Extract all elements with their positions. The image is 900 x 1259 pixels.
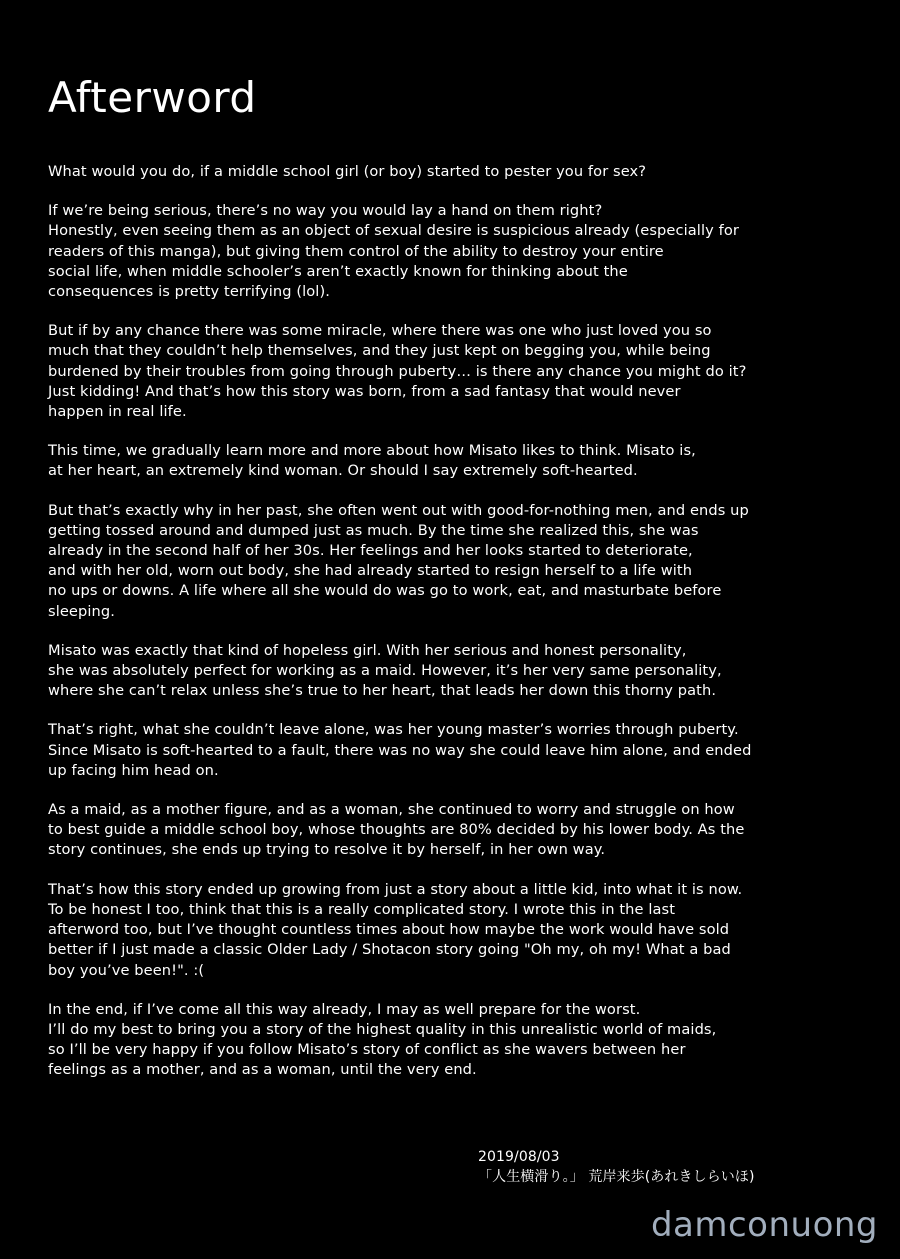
text-line: I’ll do my best to bring you a story of the highest quality in this unrealistic world of maids, <box>48 1020 717 1038</box>
signature-date: 2019/08/03 <box>478 1149 560 1165</box>
text-line: readers of this manga), but giving them control of the ability to destroy your entire <box>48 242 664 260</box>
text-line: feelings as a mother, and as a woman, until the very end. <box>48 1061 477 1079</box>
text-line: getting tossed around and dumped just as much. By the time she realized this, she was <box>48 521 699 539</box>
paragraph <box>48 441 858 481</box>
text-line: social life, when middle schooler’s aren’t exactly known for thinking about the <box>48 262 628 280</box>
text-line: consequences is pretty terrifying (lol). <box>48 283 330 301</box>
signature-author: 「人生横滑り。」 荒岸来歩(あれきしらいほ) <box>478 1169 755 1185</box>
paragraph <box>48 800 858 861</box>
signature-block <box>478 1147 755 1187</box>
text-line: But if by any chance there was some miracle, where there was one who just loved you so <box>48 322 712 340</box>
text-line: That’s right, what she couldn’t leave alone, was her young master’s worries through puberty. <box>48 721 739 739</box>
text-line: That’s how this story ended up growing from just a story about a little kid, into what it is now. <box>48 880 743 898</box>
text-line: no ups or downs. A life where all she would do was go to work, eat, and masturbate before <box>48 582 722 600</box>
text-line: In the end, if I’ve come all this way already, I may as well prepare for the worst. <box>48 1000 641 1018</box>
text-line: she was absolutely perfect for working as a maid. However, it’s her very same personality, <box>48 662 722 680</box>
text-line: What would you do, if a middle school girl (or boy) started to pester you for sex? <box>48 163 647 180</box>
paragraph <box>48 1000 858 1081</box>
text-line: better if I just made a classic Older Lady / Shotacon story going "Oh my, oh my! What a bad <box>48 941 731 959</box>
text-line: If we’re being serious, there’s no way you would lay a hand on them right? <box>48 202 603 220</box>
paragraph <box>48 501 858 622</box>
text-line: at her heart, an extremely kind woman. Or should I say extremely soft-hearted. <box>48 462 638 480</box>
text-line: to best guide a middle school boy, whose thoughts are 80% decided by his lower body. As the <box>48 821 745 839</box>
text-line: Just kidding! And that’s how this story was born, from a sad fantasy that would never <box>48 382 681 400</box>
text-line: up facing him head on. <box>48 761 219 779</box>
page-title: Afterword <box>48 73 257 122</box>
paragraph <box>48 720 858 781</box>
text-line: happen in real life. <box>48 403 187 421</box>
text-line: story continues, she ends up trying to resolve it by herself, in her own way. <box>48 841 606 859</box>
paragraph <box>48 880 858 981</box>
text-line: burdened by their troubles from going through puberty… is there any chance you might do it? <box>48 362 747 380</box>
text-line: This time, we gradually learn more and more about how Misato likes to think. Misato is, <box>48 442 696 460</box>
text-line: To be honest I too, think that this is a really complicated story. I wrote this in the last <box>48 900 676 918</box>
afterword-body <box>48 162 858 1100</box>
paragraph <box>48 321 858 422</box>
text-line: where she can’t relax unless she’s true to her heart, that leads her down this thorny path. <box>48 682 717 700</box>
text-line: much that they couldn’t help themselves, and they just kept on begging you, while being <box>48 342 711 360</box>
text-line: afterword too, but I’ve thought countless times about how maybe the work would have sold <box>48 921 730 939</box>
text-line: Since Misato is soft-hearted to a fault, there was no way she could leave him alone, and ended <box>48 741 752 759</box>
text-line: As a maid, as a mother figure, and as a woman, she continued to worry and struggle on how <box>48 801 735 819</box>
text-line: so I’ll be very happy if you follow Misato’s story of conflict as she wavers between her <box>48 1041 686 1059</box>
text-line: already in the second half of her 30s. Her feelings and her looks started to deteriorate, <box>48 542 693 560</box>
text-line: and with her old, worn out body, she had already started to resign herself to a life with <box>48 562 693 580</box>
text-line: But that’s exactly why in her past, she often went out with good-for-nothing men, and ends up <box>48 501 749 519</box>
paragraph <box>48 201 858 302</box>
text-line: Honestly, even seeing them as an object of sexual desire is suspicious already (especially for <box>48 222 739 240</box>
text-line: sleeping. <box>48 602 115 620</box>
paragraph <box>48 641 858 702</box>
text-line: Misato was exactly that kind of hopeless girl. With her serious and honest personality, <box>48 641 687 659</box>
watermark-logo: damconuong <box>650 1205 878 1245</box>
text-line: boy you’ve been!". :( <box>48 961 205 979</box>
paragraph <box>48 162 858 182</box>
